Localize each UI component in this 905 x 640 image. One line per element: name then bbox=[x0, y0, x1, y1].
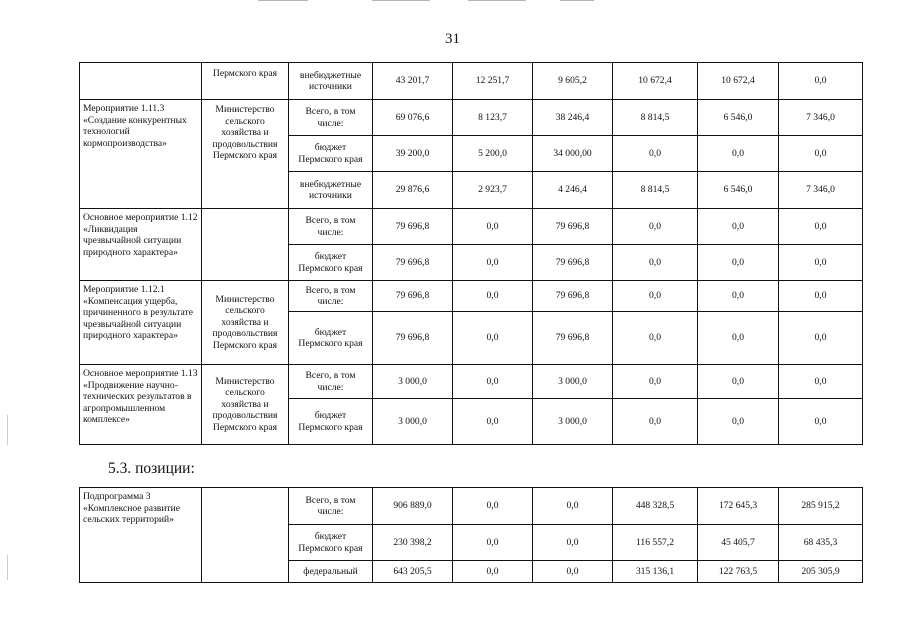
value-cell: 69 076,6 bbox=[373, 100, 453, 136]
value-cell: 172 645,3 bbox=[698, 488, 779, 525]
source-cell: Всего, в том числе: bbox=[289, 488, 373, 525]
value-cell: 79 696,8 bbox=[373, 209, 453, 245]
source-cell: федеральный bbox=[289, 561, 373, 583]
top-edge-mark bbox=[372, 0, 430, 1]
value-cell: 0,0 bbox=[613, 136, 698, 172]
value-cell: 0,0 bbox=[613, 209, 698, 245]
value-cell: 34 000,00 bbox=[533, 136, 613, 172]
value-cell: 79 696,8 bbox=[533, 209, 613, 245]
value-cell: 7 346,0 bbox=[779, 172, 863, 209]
value-cell: 0,0 bbox=[698, 136, 779, 172]
value-cell: 230 398,2 bbox=[373, 525, 453, 561]
value-cell: 10 672,4 bbox=[613, 63, 698, 100]
source-cell: бюджет Пермского края bbox=[289, 525, 373, 561]
source-cell: Всего, в том числе: bbox=[289, 365, 373, 399]
value-cell: 643 205,5 bbox=[373, 561, 453, 583]
source-cell: бюджет Пермского края bbox=[289, 312, 373, 365]
top-edge-mark bbox=[560, 0, 594, 1]
activity-cell: Подпрограмма 3 «Комплексное развитие сельских территорий» bbox=[80, 488, 202, 583]
value-cell: 0,0 bbox=[533, 561, 613, 583]
value-cell: 79 696,8 bbox=[533, 245, 613, 281]
executor-cell bbox=[202, 209, 289, 281]
value-cell: 3 000,0 bbox=[533, 365, 613, 399]
value-cell: 0,0 bbox=[779, 281, 863, 312]
value-cell: 3 000,0 bbox=[373, 399, 453, 445]
value-cell: 3 000,0 bbox=[533, 399, 613, 445]
value-cell: 906 889,0 bbox=[373, 488, 453, 525]
value-cell: 122 763,5 bbox=[698, 561, 779, 583]
subprogram-table bbox=[79, 487, 863, 583]
activity-cell bbox=[80, 63, 202, 100]
value-cell: 4 246,4 bbox=[533, 172, 613, 209]
value-cell: 68 435,3 bbox=[779, 525, 863, 561]
top-edge-mark bbox=[258, 0, 308, 1]
value-cell: 116 557,2 bbox=[613, 525, 698, 561]
value-cell: 79 696,8 bbox=[373, 281, 453, 312]
source-cell: бюджет Пермского края bbox=[289, 245, 373, 281]
value-cell: 205 305,9 bbox=[779, 561, 863, 583]
table-row bbox=[80, 365, 863, 399]
value-cell: 0,0 bbox=[779, 63, 863, 100]
value-cell: 12 251,7 bbox=[453, 63, 533, 100]
value-cell: 3 000,0 bbox=[373, 365, 453, 399]
executor-cell: Пермского края bbox=[202, 63, 289, 100]
executor-cell: Министерство сельского хозяйства и продовольствия Пермского края bbox=[202, 281, 289, 365]
value-cell: 0,0 bbox=[453, 488, 533, 525]
value-cell: 79 696,8 bbox=[533, 312, 613, 365]
source-cell: Всего, в том числе: bbox=[289, 209, 373, 245]
table-row bbox=[80, 63, 863, 100]
value-cell: 6 546,0 bbox=[698, 172, 779, 209]
left-edge-mark bbox=[7, 415, 8, 445]
value-cell: 8 814,5 bbox=[613, 172, 698, 209]
value-cell: 0,0 bbox=[779, 245, 863, 281]
value-cell: 7 346,0 bbox=[779, 100, 863, 136]
value-cell: 0,0 bbox=[698, 312, 779, 365]
top-edge-mark bbox=[468, 0, 526, 1]
source-cell: внебюджетные источники bbox=[289, 63, 373, 100]
value-cell: 448 328,5 bbox=[613, 488, 698, 525]
value-cell: 0,0 bbox=[453, 525, 533, 561]
activity-cell: Мероприятие 1.11.3 «Создание конкурентных технологий кормопроизводства» bbox=[80, 100, 202, 209]
source-cell: бюджет Пермского края bbox=[289, 399, 373, 445]
value-cell: 0,0 bbox=[779, 365, 863, 399]
value-cell: 0,0 bbox=[698, 399, 779, 445]
value-cell: 0,0 bbox=[453, 281, 533, 312]
activity-cell: Основное мероприятие 1.13 «Продвижение научно-технических результатов в агропромышленном комплексе» bbox=[80, 365, 202, 445]
source-cell: внебюджетные источники bbox=[289, 172, 373, 209]
value-cell: 29 876,6 bbox=[373, 172, 453, 209]
section-heading: 5.3. позиции: bbox=[108, 460, 195, 477]
value-cell: 0,0 bbox=[613, 312, 698, 365]
value-cell: 10 672,4 bbox=[698, 63, 779, 100]
value-cell: 0,0 bbox=[533, 525, 613, 561]
value-cell: 45 405,7 bbox=[698, 525, 779, 561]
table-row bbox=[80, 100, 863, 136]
value-cell: 315 136,1 bbox=[613, 561, 698, 583]
value-cell: 0,0 bbox=[698, 281, 779, 312]
value-cell: 8 814,5 bbox=[613, 100, 698, 136]
value-cell: 0,0 bbox=[453, 365, 533, 399]
value-cell: 6 546,0 bbox=[698, 100, 779, 136]
value-cell: 0,0 bbox=[779, 209, 863, 245]
value-cell: 79 696,8 bbox=[533, 281, 613, 312]
value-cell: 0,0 bbox=[613, 281, 698, 312]
value-cell: 9 605,2 bbox=[533, 63, 613, 100]
executor-cell: Министерство сельского хозяйства и продовольствия Пермского края bbox=[202, 100, 289, 209]
value-cell: 79 696,8 bbox=[373, 312, 453, 365]
value-cell: 0,0 bbox=[698, 365, 779, 399]
value-cell: 0,0 bbox=[453, 245, 533, 281]
left-edge-mark bbox=[7, 555, 8, 580]
value-cell: 0,0 bbox=[779, 399, 863, 445]
page-number: 31 bbox=[445, 31, 460, 47]
activity-cell: Основное мероприятие 1.12 «Ликвидация чрезвычайной ситуации природного характера» bbox=[80, 209, 202, 281]
table-row bbox=[80, 281, 863, 312]
value-cell: 0,0 bbox=[613, 365, 698, 399]
source-cell: Всего, в том числе: bbox=[289, 100, 373, 136]
value-cell: 0,0 bbox=[613, 245, 698, 281]
value-cell: 43 201,7 bbox=[373, 63, 453, 100]
value-cell: 285 915,2 bbox=[779, 488, 863, 525]
funding-table bbox=[79, 62, 863, 445]
value-cell: 39 200,0 bbox=[373, 136, 453, 172]
value-cell: 79 696,8 bbox=[373, 245, 453, 281]
table-row bbox=[80, 209, 863, 245]
executor-cell bbox=[202, 488, 289, 583]
value-cell: 38 246,4 bbox=[533, 100, 613, 136]
value-cell: 0,0 bbox=[779, 312, 863, 365]
table-row bbox=[80, 488, 863, 525]
value-cell: 0,0 bbox=[698, 245, 779, 281]
value-cell: 8 123,7 bbox=[453, 100, 533, 136]
value-cell: 0,0 bbox=[453, 209, 533, 245]
value-cell: 0,0 bbox=[453, 312, 533, 365]
value-cell: 0,0 bbox=[533, 488, 613, 525]
value-cell: 0,0 bbox=[698, 209, 779, 245]
activity-cell: Мероприятие 1.12.1 «Компенсация ущерба, причиненного в результате чрезвычайной ситуации природного характера» bbox=[80, 281, 202, 365]
value-cell: 5 200,0 bbox=[453, 136, 533, 172]
source-cell: Всего, в том числе: bbox=[289, 281, 373, 312]
value-cell: 0,0 bbox=[453, 561, 533, 583]
value-cell: 0,0 bbox=[453, 399, 533, 445]
value-cell: 2 923,7 bbox=[453, 172, 533, 209]
value-cell: 0,0 bbox=[613, 399, 698, 445]
executor-cell: Министерство сельского хозяйства и продовольствия Пермского края bbox=[202, 365, 289, 445]
source-cell: бюджет Пермского края bbox=[289, 136, 373, 172]
value-cell: 0,0 bbox=[779, 136, 863, 172]
